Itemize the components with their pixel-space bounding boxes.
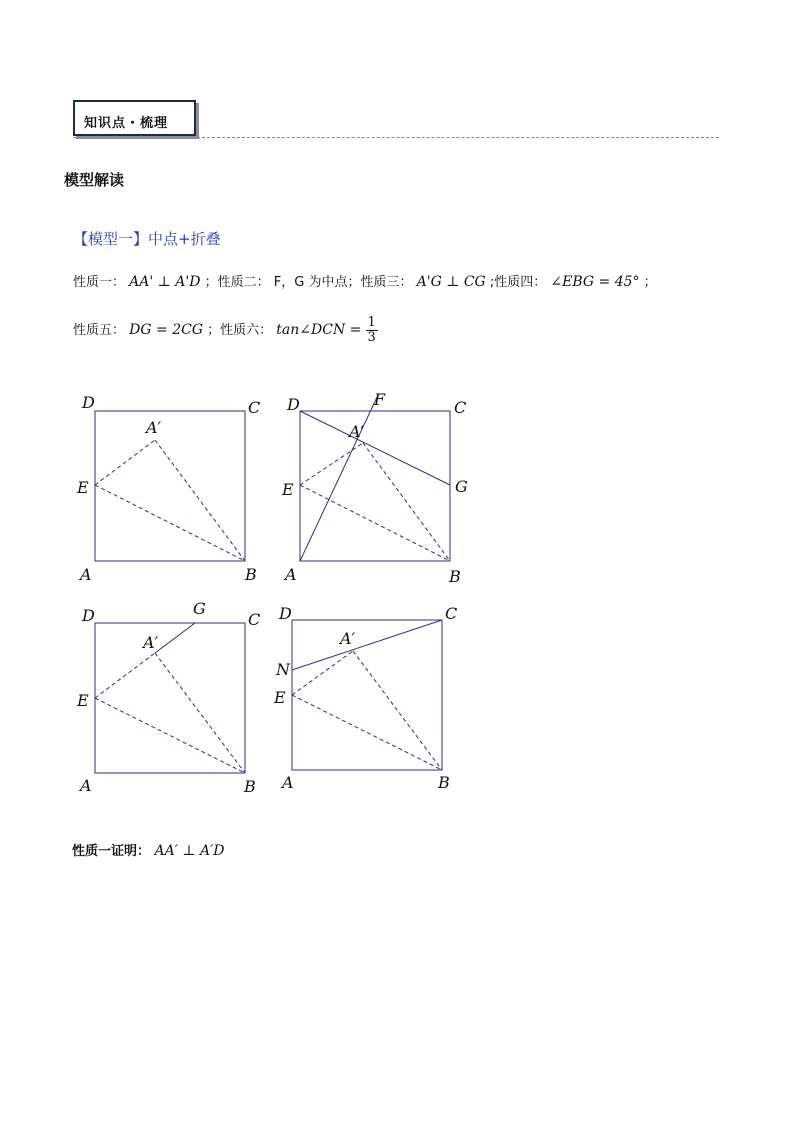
property-4-label: ;性质四： — [489, 275, 547, 290]
label-g: G — [455, 477, 468, 496]
label-d: D — [279, 604, 292, 623]
label-g: G — [193, 599, 206, 618]
fraction-denominator: 3 — [367, 330, 376, 345]
label-a: A — [282, 773, 294, 792]
fold-line-ea — [95, 653, 155, 698]
figure-1 — [95, 411, 245, 561]
label-c: C — [248, 610, 261, 629]
fold-line-ea — [292, 651, 353, 695]
label-a-prime: A′ — [143, 633, 159, 652]
square-abcd — [95, 411, 245, 561]
figure-4 — [292, 620, 442, 770]
label-a: A — [285, 565, 297, 584]
property-1-formula: AA' ⊥ A'D — [129, 274, 201, 290]
proof-formula: AA′ ⊥ A′D — [154, 843, 225, 859]
line-nc — [292, 620, 442, 670]
label-f: F — [374, 390, 386, 409]
property-5-label: 性质五： — [73, 323, 126, 338]
property-3-formula: A'G ⊥ CG — [416, 274, 486, 290]
label-a-prime: A′ — [349, 422, 365, 441]
label-b: B — [245, 565, 257, 584]
fraction-numerator: 1 — [367, 315, 376, 330]
section-title: 模型解读 — [64, 171, 125, 189]
label-e: E — [77, 478, 89, 497]
line-af — [300, 395, 378, 561]
fold-line-ea — [95, 440, 155, 485]
proof-line — [72, 840, 225, 859]
label-d: D — [287, 395, 300, 414]
crease-eb — [95, 485, 245, 561]
proof-label: 性质一证明： — [72, 844, 151, 859]
crease-eb — [300, 485, 450, 561]
label-n: N — [276, 660, 290, 679]
fold-line-ab — [363, 443, 450, 561]
fold-line-ab — [155, 440, 245, 561]
label-e: E — [282, 480, 294, 499]
label-a-prime: A′ — [340, 629, 356, 648]
label-d: D — [82, 606, 95, 625]
label-a: A — [80, 565, 92, 584]
property-2-label: ；性质二： — [204, 275, 270, 290]
property-6-label: ；性质六： — [207, 323, 273, 338]
label-a-prime: A′ — [146, 418, 162, 437]
label-a: A — [80, 776, 92, 795]
model-title: 【模型一】中点+折叠 — [73, 230, 221, 248]
label-b: B — [449, 567, 461, 586]
figure-2 — [300, 395, 450, 561]
fold-line-ab — [353, 651, 442, 770]
property-5-formula: DG = 2CG — [129, 322, 203, 338]
square-abcd — [95, 623, 245, 773]
property-1-label: 性质一： — [73, 275, 126, 290]
label-b: B — [244, 777, 256, 796]
crease-eb — [292, 695, 442, 770]
property-4-end: ； — [643, 275, 657, 290]
label-e: E — [274, 688, 286, 707]
label-c: C — [454, 398, 467, 417]
label-c: C — [248, 398, 261, 417]
fold-line-ea — [300, 443, 363, 485]
crease-eb — [95, 698, 245, 773]
label-e: E — [77, 691, 89, 710]
label-b: B — [438, 773, 450, 792]
label-c: C — [445, 604, 458, 623]
square-abcd — [292, 620, 442, 770]
line-dg — [300, 411, 450, 485]
header-label: 知识点・梳理 — [84, 116, 169, 131]
square-abcd — [300, 411, 450, 561]
property-2-text: F，G 为中点；性质三： — [273, 275, 413, 290]
property-6-formula: tan∠DCN = — [276, 322, 362, 338]
fold-line-ab — [155, 653, 245, 773]
line-ag — [155, 623, 195, 653]
property-4-formula: ∠EBG = 45° — [550, 274, 640, 290]
label-d: D — [82, 393, 95, 412]
figure-3 — [95, 623, 245, 773]
